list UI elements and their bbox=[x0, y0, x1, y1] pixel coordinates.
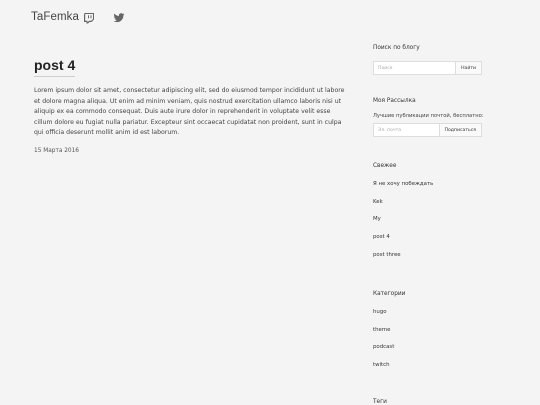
recent-post-link[interactable]: Я не хочу побеждать bbox=[373, 181, 434, 187]
post-body: Lorem ipsum dolor sit amet, consectetur adipiscing elit, sed do eiusmod tempor incididunt ut labore et dolore magna aliqua. Ut enim ad minim veniam, quis nostrud exercitation ullamco laboris nisi ut aliquip ex ea commodo consequat. Duis aute irure dolor in reprehenderit in voluptate velit esse cillum dolore eu fugiat nulla pariatur. Excepteur sint occaecat cupidatat non proident, sunt in culpa qui officia deserunt mollit anim id est laborum. bbox=[34, 87, 345, 137]
newsletter-description: Лучшие публикации почтой, бесплатно: bbox=[373, 113, 484, 119]
tags-widget bbox=[373, 399, 485, 405]
search-button[interactable]: Найти bbox=[456, 61, 482, 75]
recent-post-link[interactable]: Kek bbox=[373, 198, 383, 205]
newsletter-form bbox=[373, 123, 482, 137]
search-form bbox=[373, 61, 482, 75]
newsletter-widget bbox=[373, 98, 485, 137]
subscribe-button[interactable]: Подписаться bbox=[440, 123, 482, 137]
recent-post-link[interactable]: post 4 bbox=[373, 234, 390, 241]
site-brand-link[interactable]: TaFemka bbox=[31, 11, 79, 23]
recent-posts-list bbox=[373, 181, 485, 269]
post-article bbox=[34, 55, 346, 154]
search-input[interactable]: Поиск bbox=[373, 61, 456, 75]
twitch-icon[interactable] bbox=[83, 12, 95, 24]
email-field[interactable]: Эл. почта bbox=[373, 123, 440, 137]
recent-posts-widget bbox=[373, 163, 485, 269]
category-link[interactable]: theme bbox=[373, 326, 391, 333]
categories-list bbox=[373, 309, 485, 380]
categories-title: Категории bbox=[373, 291, 406, 297]
site-header bbox=[0, 0, 540, 40]
recent-post-link[interactable]: My bbox=[373, 216, 381, 223]
twitter-icon[interactable] bbox=[113, 12, 125, 24]
categories-widget bbox=[373, 291, 485, 380]
post-title[interactable]: post 4 bbox=[34, 57, 75, 77]
category-link[interactable]: hugo bbox=[373, 309, 387, 315]
search-widget bbox=[373, 45, 485, 71]
recent-posts-title: Свежее bbox=[373, 163, 397, 169]
post-date: 15 Марта 2016 bbox=[34, 147, 79, 154]
category-link[interactable]: podcast bbox=[373, 344, 395, 351]
search-widget-title: Поиск по блогу bbox=[373, 45, 420, 51]
tags-title: Теги bbox=[373, 399, 387, 405]
category-link[interactable]: twitch bbox=[373, 362, 390, 369]
recent-post-link[interactable]: post three bbox=[373, 251, 401, 258]
newsletter-title: Моя Рассылка bbox=[373, 98, 416, 104]
